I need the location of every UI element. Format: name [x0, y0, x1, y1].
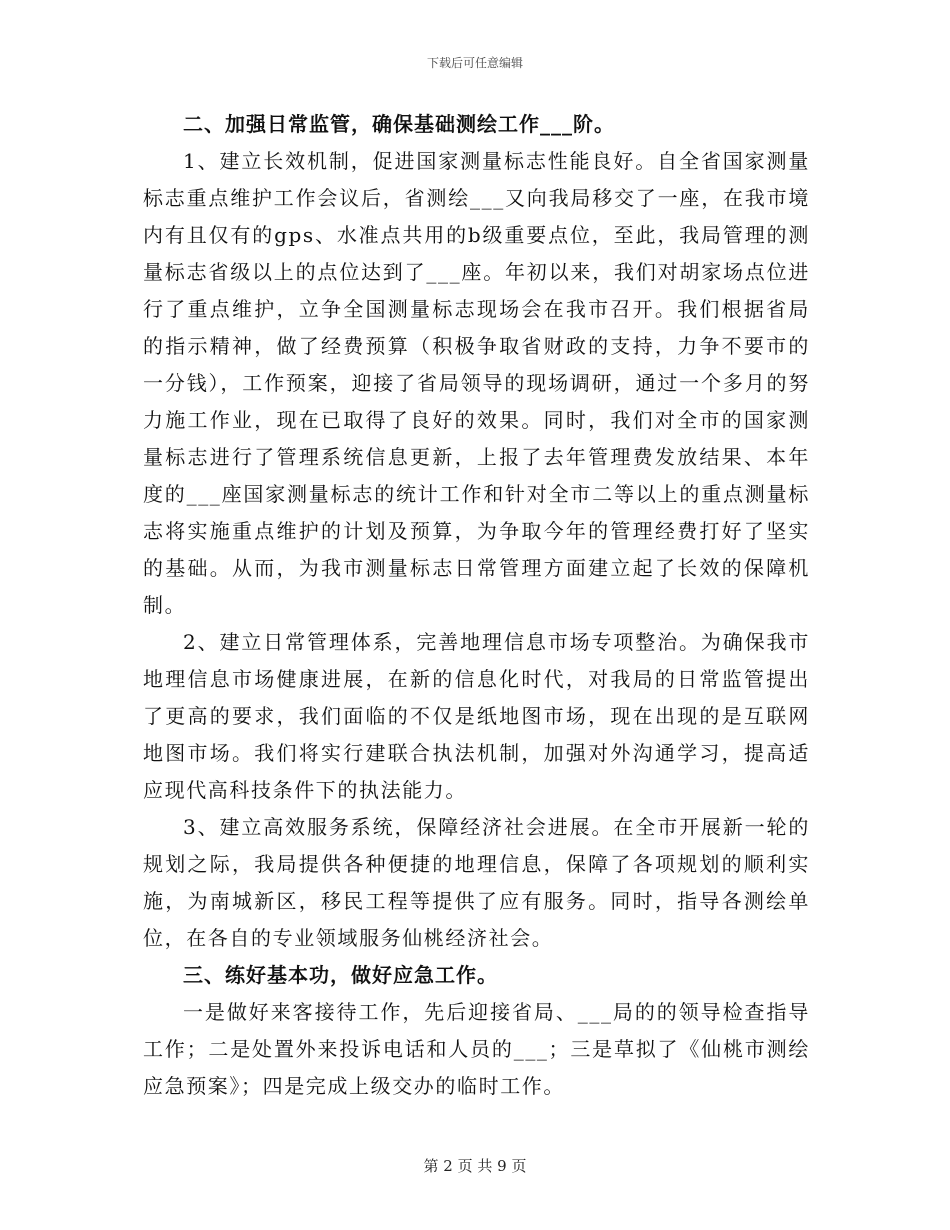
paragraph: 一是做好来客接待工作，先后迎接省局、___局的的领导检查指导工作；二是处置外来投诉电话和人员的___；三是草拟了《仙桃市测绘应急预案》；四是完成上级交办的临时工作。 [143, 1000, 810, 1098]
page-header-note: 下载后可任意编辑 [426, 56, 523, 70]
document-body [143, 106, 810, 1105]
paragraph: 1、建立长效机制，促进国家测量标志性能良好。自全省国家测量标志重点维护工作会议后，省测绘___又向我局移交了一座，在我市境内有且仅有的gps、水准点共用的b级重要点位，至此，我局管理的测量标志省级以上的点位达到了___座。年初以来，我们对胡家场点位进行了重点维护，立争全国测量标志现场会在我市召开。我们根据省局的指示精神，做了经费预算（积极争取省财政的支持，力争不要市的一分钱），工作预案，迎接了省局领导的现场调研，通过一个多月的努力施工作业，现在已取得了良好的效果。同时，我们对全市的国家测量标志进行了管理系统信息更新，上报了去年管理费发放结果、本年度的___座国家测量标志的统计工作和针对全市二等以上的重点测量标志将实施重点维护的计划及预算，为争取今年的管理经费打好了坚实的基础。从而，为我市测量标志日常管理方面建立起了长效的保障机制。 [143, 149, 810, 617]
paragraph: 3、建立高效服务系统，保障经济社会进展。在全市开展新一轮的规划之际，我局提供各种便捷的地理信息，保障了各项规划的顺利实施，为南城新区，移民工程等提供了应有服务。同时，指导各测绘单位，在各自的专业领域服务仙桃经济社会。 [143, 815, 810, 950]
section-heading: 二、加强日常监管，确保基础测绘工作___阶。 [183, 112, 615, 136]
page-number: 第 2 页 共 9 页 [423, 1157, 527, 1175]
section-heading: 三、练好基本功，做好应急工作。 [183, 963, 498, 987]
paragraph: 2、建立日常管理体系，完善地理信息市场专项整治。为确保我市地理信息市场健康进展，在新的信息化时代，对我局的日常监管提出了更高的要求，我们面临的不仅是纸地图市场，现在出现的是互联网地图市场。我们将实行建联合执法机制，加强对外沟通学习，提高适应现代高科技条件下的执法能力。 [143, 630, 810, 802]
